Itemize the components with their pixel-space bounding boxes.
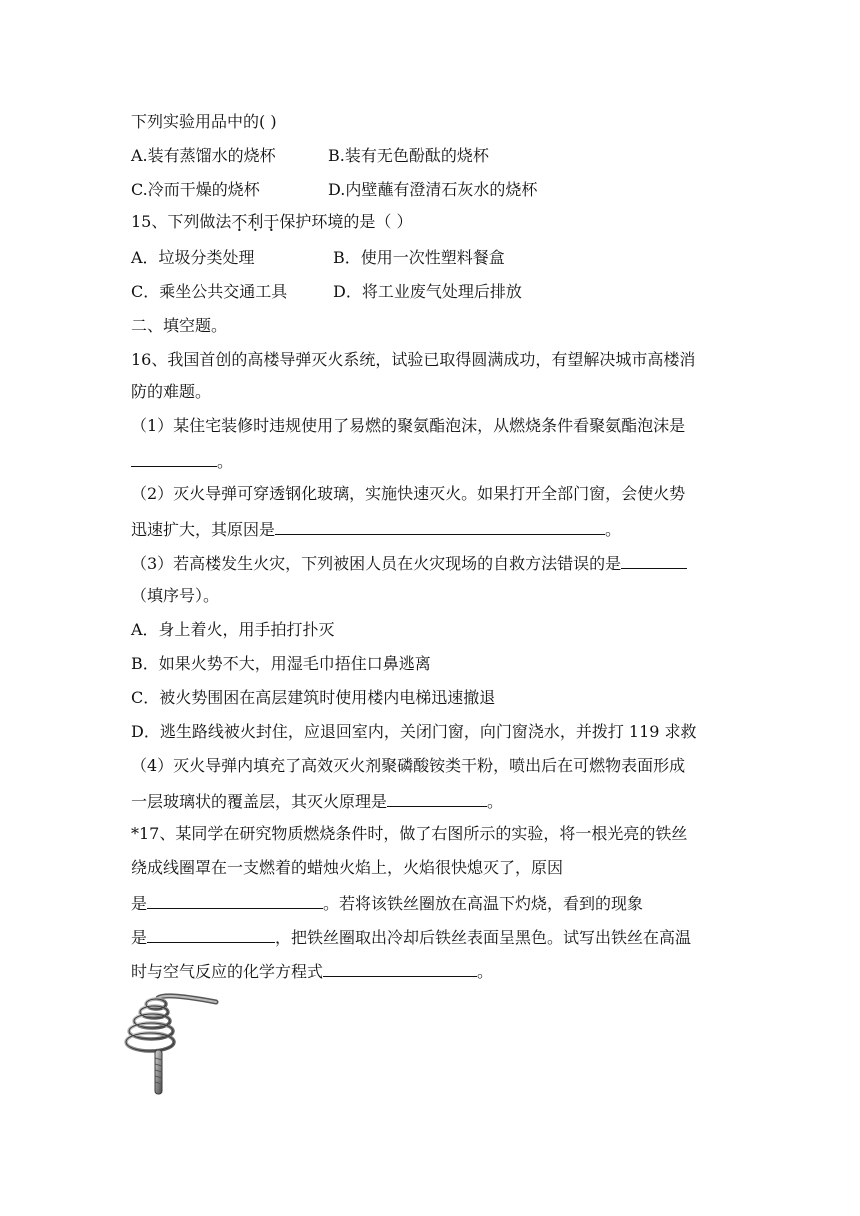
iron-wire-coil-figure xyxy=(124,990,224,1100)
q17-line1: *17、某同学在研究物质燃烧条件时，做了右图所示的实验，将一根光亮的铁丝 xyxy=(131,824,688,843)
q16-part3-line1 xyxy=(131,552,687,574)
q17-line5 xyxy=(131,960,493,982)
q16-part1-line1: （1）某住宅装修时违规使用了易燃的聚氨酯泡沫，从燃烧条件看聚氨酯泡沫是 xyxy=(131,416,686,435)
answer-blank[interactable] xyxy=(387,790,487,807)
q16-part3-line2: （填序号）。 xyxy=(131,586,220,605)
answer-blank[interactable] xyxy=(147,892,323,909)
q15-option-c: C．乘坐公共交通工具 xyxy=(131,282,288,301)
q17-text: ，把铁丝圈取出冷却后铁丝表面呈黑色。试写出铁丝在高温 xyxy=(275,928,692,947)
q14-option-c: C.冷而干燥的烧杯 xyxy=(131,180,260,199)
q16-part4-text: 一层玻璃状的覆盖层，其灭火原理是 xyxy=(131,792,388,811)
q16-part2-text: 迅速扩大，其原因是 xyxy=(131,520,276,539)
q17-text: 是 xyxy=(131,894,148,913)
q16-part2-line1: （2）灭火导弹可穿透钢化玻璃，实施快速灭火。如果打开全部门窗，会使火势 xyxy=(131,484,686,503)
q17-text: 。若将该铁丝圈放在高温下灼烧，看到的现象 xyxy=(323,894,644,913)
q17-text: 时与空气反应的化学方程式 xyxy=(131,962,324,981)
answer-blank[interactable] xyxy=(275,518,605,535)
q17-line3 xyxy=(131,892,643,914)
section-heading: 二、填空题。 xyxy=(131,316,228,335)
answer-blank[interactable] xyxy=(147,926,275,943)
q16-part1-line2 xyxy=(131,450,233,472)
punct: 。 xyxy=(487,792,504,811)
emphasis-char: 于 xyxy=(263,212,280,231)
q16-option-d: D．逃生路线被火封住，应退回室内，关闭门窗，向门窗浇水，并拨打 119 求救 xyxy=(131,722,697,741)
punct: 。 xyxy=(605,520,622,539)
q17-line2: 绕成线圈罩在一支燃着的蜡烛火焰上，火焰很快熄灭了，原因 xyxy=(131,858,564,877)
q15-options-row1 xyxy=(131,248,505,268)
q16-part3-text: （3）若高楼发生火灾，下列被困人员在火灾现场的自救方法错误的是 xyxy=(131,554,622,573)
q15-options-row2 xyxy=(131,282,522,302)
punct: 。 xyxy=(477,962,494,981)
q15-stem xyxy=(131,212,413,232)
answer-blank[interactable] xyxy=(323,960,477,977)
q16-option-a: A．身上着火，用手拍打扑灭 xyxy=(131,620,335,639)
q17-text: 是 xyxy=(131,928,148,947)
q16-part2-line2 xyxy=(131,518,621,540)
q16-part4-line2 xyxy=(131,790,503,812)
q14-option-b: B.装有无色酚酞的烧杯 xyxy=(328,146,489,165)
answer-blank[interactable] xyxy=(131,450,217,467)
q15-stem-pre: 15、下列做法 xyxy=(131,212,232,231)
q15-stem-post: 保护环境的是（ ） xyxy=(279,212,413,231)
q14-stem: 下列实验用品中的( ) xyxy=(131,112,277,131)
q14-option-a: A.装有蒸馏水的烧杯 xyxy=(131,146,276,165)
q16-part4-line1: （4）灭火导弹内填充了高效灭火剂聚磷酸铵类干粉，喷出后在可燃物表面形成 xyxy=(131,756,686,775)
q16-option-b: B．如果火势不大，用湿毛巾捂住口鼻逃离 xyxy=(131,654,431,673)
q15-option-d: D．将工业废气处理后排放 xyxy=(333,282,522,301)
answer-blank[interactable] xyxy=(621,552,687,569)
q14-options-row2 xyxy=(131,180,538,200)
q14-options-row1 xyxy=(131,146,489,166)
emphasis-char: 不 xyxy=(231,212,248,231)
q16-option-c: C．被火势围困在高层建筑时使用楼内电梯迅速撤退 xyxy=(131,688,496,707)
emphasis-char: 利 xyxy=(247,212,264,231)
q17-line4 xyxy=(131,926,691,948)
punct: 。 xyxy=(217,452,234,471)
q16-intro-line1: 16、我国首创的高楼导弹灭火系统，试验已取得圆满成功，有望解决城市高楼消 xyxy=(131,350,696,369)
q14-option-d: D.内壁蘸有澄清石灰水的烧杯 xyxy=(328,180,538,199)
q16-intro-line2: 防的难题。 xyxy=(131,382,212,401)
q15-option-a: A．垃圾分类处理 xyxy=(131,248,255,267)
q15-option-b: B．使用一次性塑料餐盒 xyxy=(333,248,505,267)
